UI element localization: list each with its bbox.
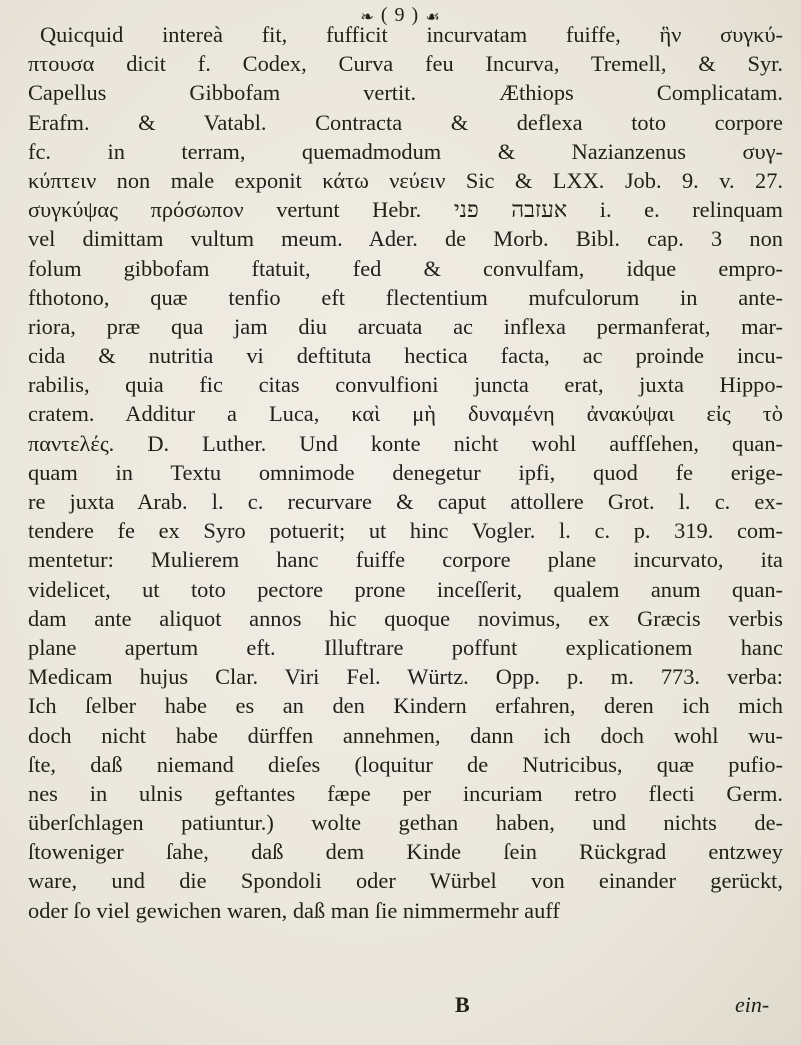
body-text [28, 20, 783, 925]
text-line: nes in ulnis geftantes fæpe per incuriam retro flecti Germ. [28, 780, 783, 806]
text-line: πτουσα dicit f. Codex, Curva feu Incurva, Tremell, & Syr. [28, 51, 783, 77]
text-line: plane apertum eft. Illuftrare poffunt explicationem hanc [28, 634, 783, 660]
text-line: rabilis, quia fic citas convulfioni juncta erat, juxta Hippo- [28, 372, 783, 398]
page-number: ( 9 ) [380, 4, 420, 26]
signature-mark: B [455, 992, 470, 1017]
ornament-left-icon: ❧ [360, 6, 375, 26]
text-line: folum gibbofam ftatuit, fed & convulfam, idque empro- [28, 255, 783, 281]
text-line: cida & nutritia vi deftituta hectica facta, ac proinde incu- [28, 343, 783, 369]
text-line: re juxta Arab. l. c. recurvare & caput attollere Grot. l. c. ex- [28, 489, 783, 514]
text-line: ware, und die Spondoli oder Würbel von einander gerückt, [28, 868, 783, 894]
text-line: Ich ſelber habe es an den Kindern erfahren, deren ich mich [28, 693, 783, 719]
text-line: Quicquid intereà fit, fufficit incurvatam fuiffe, ἣν συγκύ- [40, 22, 783, 47]
text-line: ſte, daß niemand dieſes (loquitur de Nutricibus, quæ pufio- [28, 751, 783, 777]
text-line: videlicet, ut toto pectore prone inceſſerit, qualem anum quan- [28, 576, 783, 602]
text-line: riora, præ qua jam diu arcuata ac inflexa permanferat, mar- [28, 313, 783, 339]
text-line: cratem. Additur a Luca, καὶ μὴ δυναμένη ἀνακύψαι εἰς τὸ [28, 401, 783, 427]
text-line: συγκύψας πρόσωπον vertunt Hebr. אעזבה פני i. e. relinquam [28, 197, 783, 223]
text-line: quam in Textu omnimode denegetur ipfi, quod fe erige- [28, 459, 783, 485]
text-line: fthotono, quæ tenfio eft flectentium mufculorum in ante- [28, 284, 783, 310]
text-line: ſtoweniger ſahe, daß dem Kinde ſein Rückgrad entzwey [28, 839, 783, 865]
text-line: oder ſo viel gewichen waren, daß man ſie nimmermehr auff [28, 897, 560, 923]
ornament-right-icon: ☙ [425, 6, 441, 26]
text-line: überſchlagen patiuntur.) wolte gethan haben, und nichts de- [28, 810, 783, 836]
text-line: Medicam hujus Clar. Viri Fel. Würtz. Opp. p. m. 773. verba: [28, 664, 783, 690]
text-line: κύπτειν non male exponit κάτω νεύειν Sic & LXX. Job. 9. v. 27. [28, 167, 783, 193]
text-line: Erafm. & Vatabl. Contracta & deflexa toto corpore [28, 109, 783, 135]
text-line: vel dimittam vultum meum. Ader. de Morb. Bibl. cap. 3 non [28, 226, 783, 252]
text-line: dam ante aliquot annos hic quoque novimus, ex Græcis verbis [28, 605, 783, 631]
text-line: doch nicht habe dürffen annehmen, dann ich doch wohl wu- [28, 722, 783, 748]
text-line: tendere fe ex Syro potuerit; ut hinc Vogler. l. c. p. 319. com- [28, 518, 783, 544]
text-line: mentetur: Mulierem hanc fuiffe corpore plane incurvato, ita [28, 547, 783, 573]
page-footer [0, 992, 801, 1022]
text-line: fc. in terram, quemadmodum & Nazianzenus συγ- [28, 138, 783, 164]
text-line: παντελές. D. Luther. Und konte nicht wohl auffſehen, quan- [28, 430, 783, 456]
text-line: Capellus Gibbofam vertit. Æthiops Complicatam. [28, 80, 783, 106]
catchword: ein- [735, 992, 770, 1017]
